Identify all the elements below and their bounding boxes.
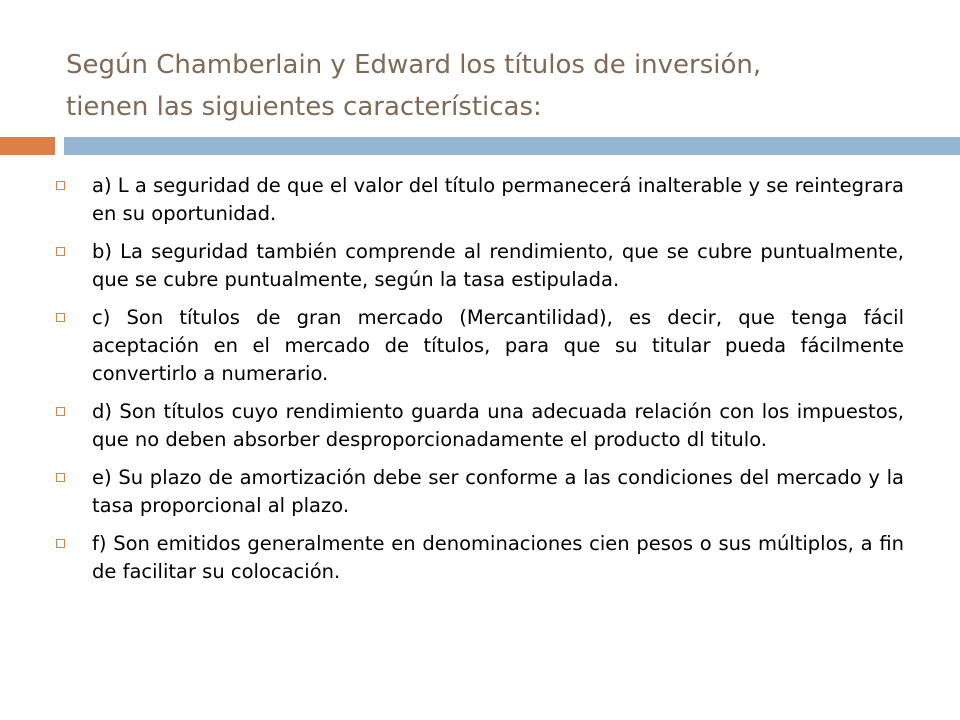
list-item-text: f) Son emitidos generalmente en denominaciones cien pesos o sus múltiplos, a fin de facilitar su colocación.: [92, 532, 904, 583]
slide-title-line-2: tienen las siguientes características:: [66, 92, 542, 122]
list-item-text: b) La seguridad también comprende al rendimiento, que se cubre puntualmente, que se cubre puntualmente, según la tasa estipulada.: [92, 240, 904, 291]
slide-title: [66, 44, 926, 128]
square-bullet-icon: [56, 407, 65, 416]
list-item-a: [52, 172, 904, 228]
list-item-e: [52, 464, 904, 520]
square-bullet-icon: [56, 539, 65, 548]
list-item-c: [52, 304, 904, 388]
square-bullet-icon: [56, 181, 65, 190]
list-item-text: c) Son títulos de gran mercado (Mercantilidad), es decir, que tenga fácil aceptación en el mercado de títulos, para que su titular pueda fácilmente convertirlo a numerario.: [92, 306, 904, 385]
title-divider-bar: [64, 137, 960, 155]
list-item-d: [52, 398, 904, 454]
square-bullet-icon: [56, 473, 65, 482]
square-bullet-icon: [56, 247, 65, 256]
list-item-text: d) Son títulos cuyo rendimiento guarda una adecuada relación con los impuestos, que no deben absorber desproporcionadamente el producto dl titulo.: [92, 400, 904, 451]
slide-title-line-1: Según Chamberlain y Edward los títulos de inversión,: [66, 50, 762, 80]
characteristics-list: [52, 172, 904, 596]
list-item-b: [52, 238, 904, 294]
title-accent-bar: [0, 137, 55, 155]
list-item-text: e) Su plazo de amortización debe ser conforme a las condiciones del mercado y la tasa proporcional al plazo.: [92, 466, 904, 517]
list-item-text: a) L a seguridad de que el valor del título permanecerá inalterable y se reintegrara en su oportunidad.: [92, 174, 904, 225]
list-item-f: [52, 530, 904, 586]
square-bullet-icon: [56, 313, 65, 322]
